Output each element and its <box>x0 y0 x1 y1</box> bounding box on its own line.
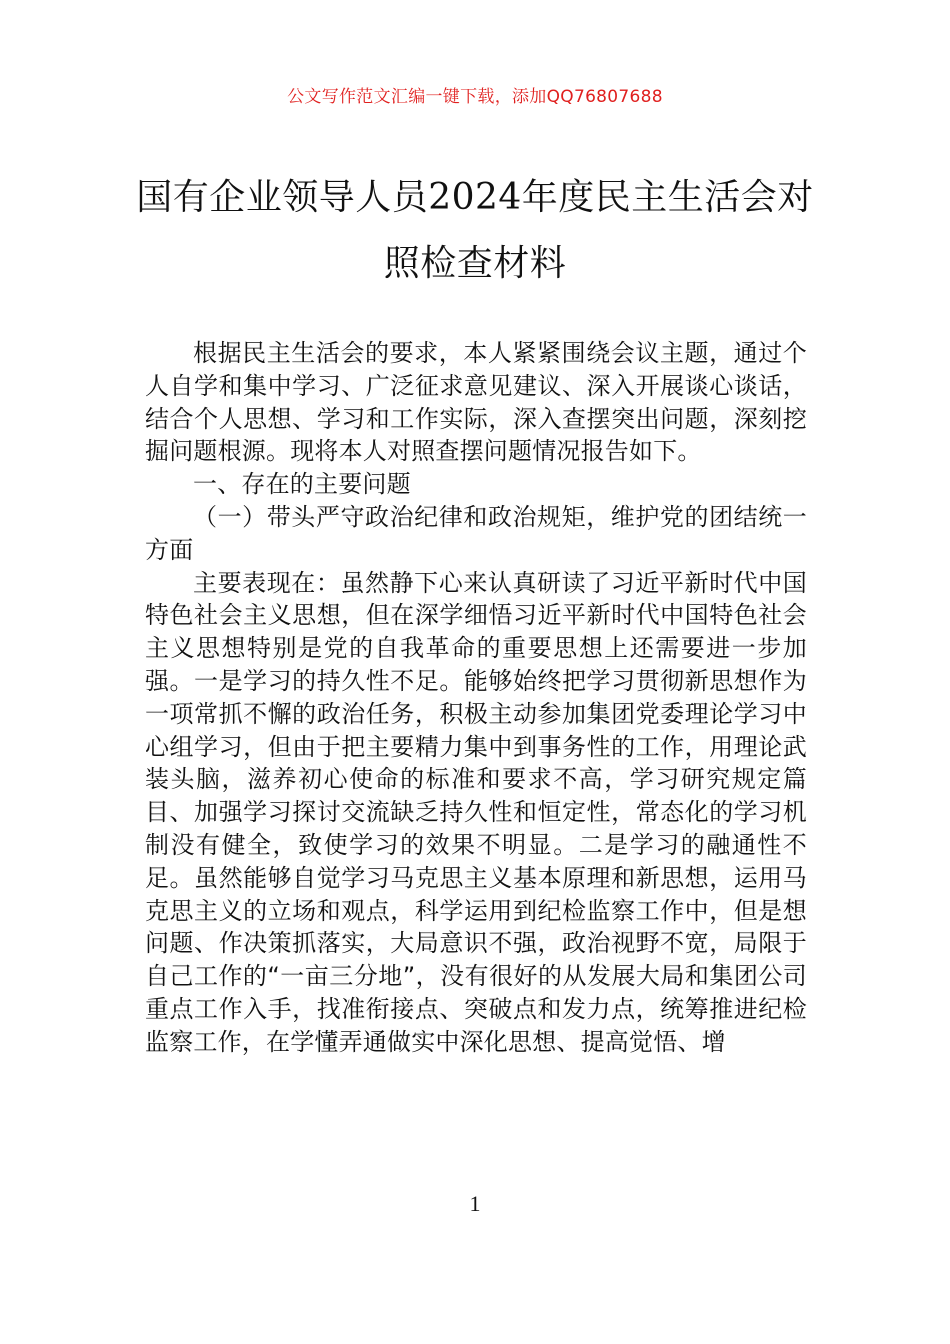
document-body <box>145 337 807 1059</box>
document-title: 国有企业领导人员2024年度民主生活会对照检查材料 <box>136 177 814 284</box>
body-paragraph: 主要表现在：虽然静下心来认真研读了习近平新时代中国特色社会主义思想，但在深学细悟习近平新时代中国特色社会主义思想特别是党的自我革命的重要思想上还需要进一步加强。一是学习的持久性不足。能够始终把学习贯彻新思想作为一项常抓不懈的政治任务，积极主动参加集团党委理论学习中心组学习，但由于把主要精力集中到事务性的工作，用理论武装头脑，滋养初心使命的标准和要求不高，学习研究规定篇目、加强学习探讨交流缺乏持久性和恒定性，常态化的学习机制没有健全，致使学习的效果不明显。二是学习的融通性不足。虽然能够自觉学习马克思主义基本原理和新思想，运用马克思主义的立场和观点，科学运用到纪检监察工作中，但是想问题、作决策抓落实，大局意识不强，政治视野不宽，局限于自己工作的“一亩三分地”，没有很好的从发展大局和集团公司重点工作入手，找准衔接点、突破点和发力点，统筹推进纪检监察工作，在学懂弄通做实中深化思想、提高觉悟、增 <box>145 568 807 1056</box>
section-heading: 一、存在的主要问题 <box>193 470 411 499</box>
subsection-heading: （一）带头严守政治纪律和政治规矩，维护党的团结统一方面 <box>145 502 807 564</box>
page-number: 1 <box>469 1191 481 1216</box>
header-download-note: 公文写作范文汇编一键下载，添加QQ76807688 <box>287 87 663 107</box>
intro-paragraph: 根据民主生活会的要求，本人紧紧围绕会议主题，通过个人自学和集中学习、广泛征求意见建议、深入开展谈心谈话，结合个人思想、学习和工作实际，深入查摆突出问题，深刻挖掘问题根源。现将本人对照查摆问题情况报告如下。 <box>145 339 807 466</box>
